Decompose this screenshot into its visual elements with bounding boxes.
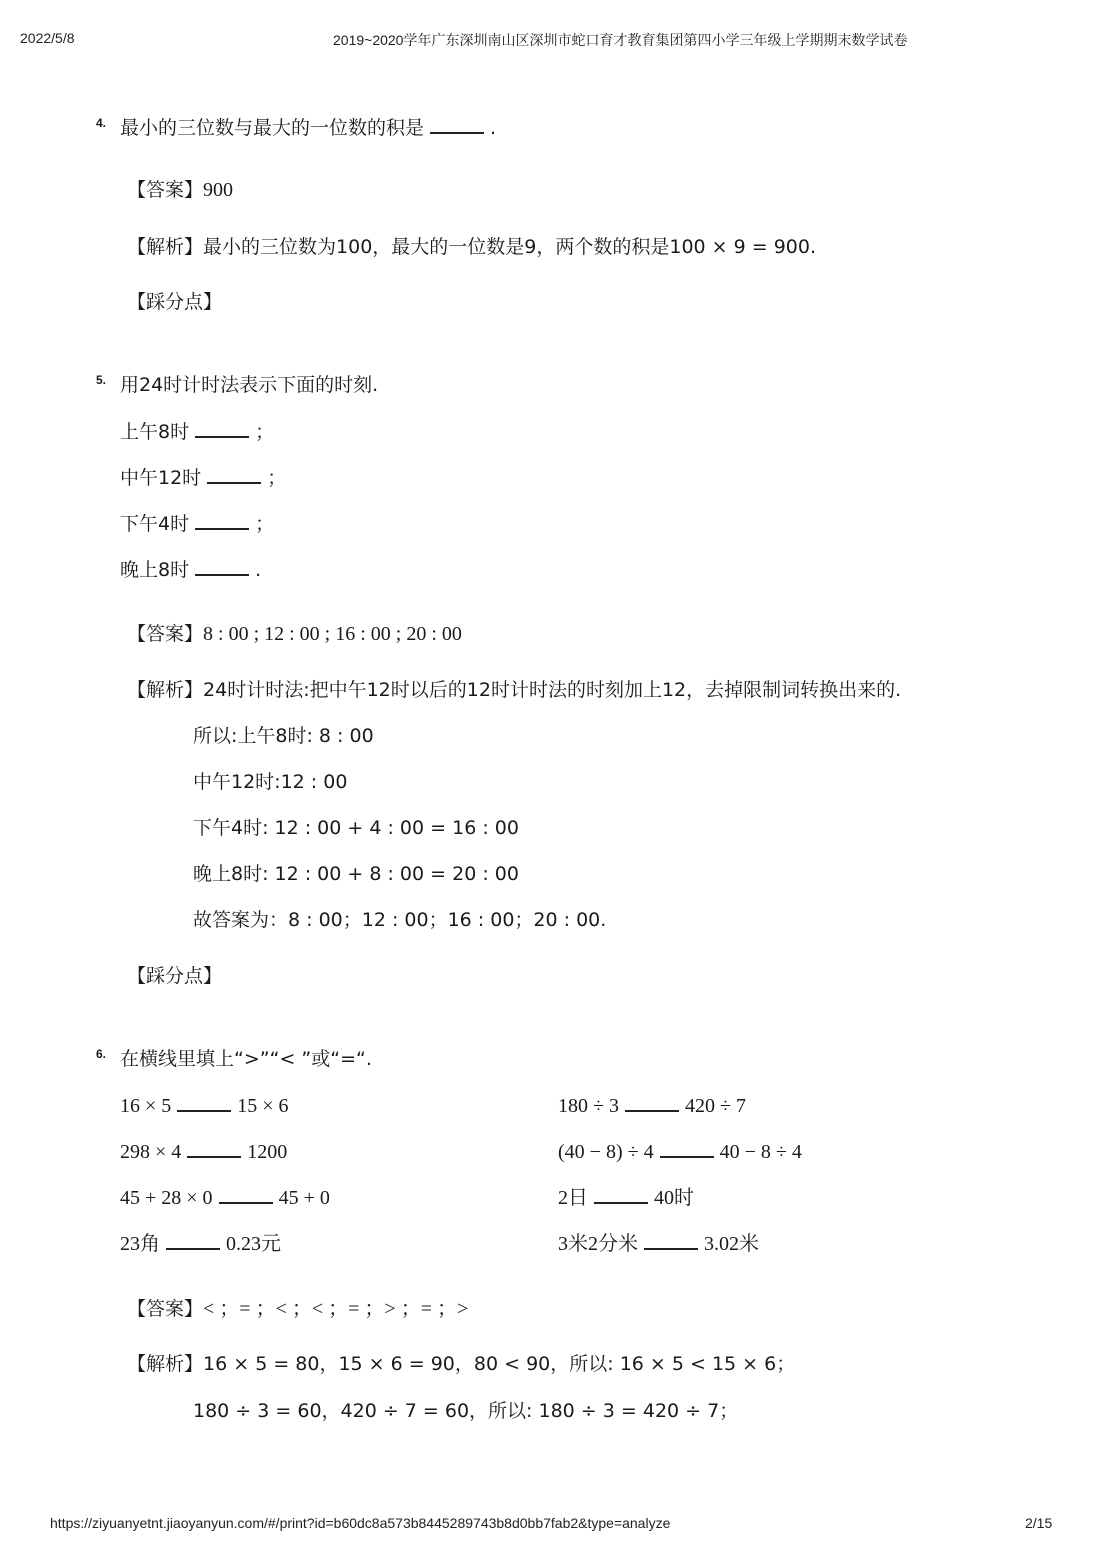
time-label: 下午4时 bbox=[120, 513, 190, 535]
expr-b: 40 − 8 ÷ 4 bbox=[719, 1141, 802, 1163]
answer-blank bbox=[594, 1186, 648, 1204]
time-end: ； bbox=[255, 513, 275, 535]
header-title: 2019~2020学年广东深圳南山区深圳市蛇口育才教育集团第四小学三年级上学期期末数学试卷 bbox=[333, 32, 908, 48]
time-item bbox=[120, 466, 286, 490]
stem-end: . bbox=[490, 117, 497, 139]
analysis-line: 中午12时:12 : 00 bbox=[193, 771, 348, 793]
analysis-label: 【解析】 bbox=[127, 1353, 204, 1375]
analysis-label: 【解析】 bbox=[127, 236, 204, 258]
answer-label: 【答案】 bbox=[127, 179, 204, 201]
question-stem: 用24时计时法表示下面的时刻. bbox=[120, 374, 379, 396]
compare-right bbox=[558, 1186, 694, 1210]
analysis-line: 所以:上午8时: 8 : 00 bbox=[193, 725, 374, 747]
answer-row bbox=[127, 1297, 468, 1321]
time-item bbox=[120, 512, 274, 536]
analysis-text: 24时计时法:把中午12时以后的12时计时法的时刻加上12，去掉限制词转换出来的. bbox=[203, 679, 902, 701]
expr-b: 45 + 0 bbox=[278, 1187, 330, 1209]
time-item bbox=[120, 420, 274, 444]
expr-b: 15 × 6 bbox=[237, 1095, 289, 1117]
time-end: ； bbox=[255, 421, 275, 443]
answer-row bbox=[127, 178, 233, 202]
expr-b: 1200 bbox=[247, 1141, 288, 1163]
answer-blank bbox=[430, 116, 484, 134]
analysis-label: 【解析】 bbox=[127, 679, 204, 701]
points-label: 【踩分点】 bbox=[127, 965, 223, 987]
analysis-line: 晚上8时: 12 : 00 + 8 : 00 = 20 : 00 bbox=[193, 863, 519, 885]
answer-value: 8 : 00 ; 12 : 00 ; 16 : 00 ; 20 : 00 bbox=[203, 623, 462, 645]
expr-b: 40时 bbox=[654, 1187, 694, 1209]
answer-label: 【答案】 bbox=[127, 1298, 204, 1320]
question-number: 5. bbox=[96, 373, 107, 387]
time-item bbox=[120, 558, 261, 582]
expr-a: 2日 bbox=[558, 1187, 588, 1209]
question-number: 4. bbox=[96, 116, 107, 130]
expr-a: 180 ÷ 3 bbox=[558, 1095, 619, 1117]
footer-page-number: 2/15 bbox=[1025, 1515, 1053, 1531]
expr-b: 420 ÷ 7 bbox=[684, 1095, 746, 1117]
answer-blank bbox=[207, 466, 261, 484]
expr-a: 16 × 5 bbox=[120, 1095, 172, 1117]
answer-blank bbox=[177, 1094, 231, 1112]
analysis-line: 180 ÷ 3 = 60，420 ÷ 7 = 60，所以: 180 ÷ 3 = 420 ÷ 7； bbox=[193, 1400, 739, 1422]
analysis-row bbox=[127, 678, 901, 702]
analysis-line: 下午4时: 12 : 00 + 4 : 00 = 16 : 00 bbox=[193, 817, 519, 839]
answer-row bbox=[127, 622, 462, 646]
answer-blank bbox=[195, 420, 249, 438]
answer-blank bbox=[660, 1140, 714, 1158]
expr-a: (40 − 8) ÷ 4 bbox=[558, 1141, 654, 1163]
compare-right bbox=[558, 1140, 802, 1164]
footer-url[interactable]: https://ziyuanyetnt.jiaoyanyun.com/#/print?id=b60dc8a573b8445289743b8d0bb7fab2&type=analyze bbox=[50, 1515, 671, 1531]
analysis-text: 16 × 5 = 80，15 × 6 = 90，80 < 90，所以: 16 × 5 < 15 × 6； bbox=[203, 1353, 796, 1375]
time-label: 上午8时 bbox=[120, 421, 190, 443]
compare-left bbox=[120, 1186, 330, 1210]
expr-a: 45 + 28 × 0 bbox=[120, 1187, 213, 1209]
answer-blank bbox=[195, 558, 249, 576]
time-end: . bbox=[255, 559, 262, 581]
question-number: 6. bbox=[96, 1047, 107, 1061]
header-date: 2022/5/8 bbox=[20, 30, 75, 46]
analysis-line: 故答案为：8 : 00；12 : 00；16 : 00；20 : 00. bbox=[193, 909, 607, 931]
question-stem bbox=[120, 116, 496, 140]
expr-a: 298 × 4 bbox=[120, 1141, 182, 1163]
answer-blank bbox=[219, 1186, 273, 1204]
answer-blank bbox=[187, 1140, 241, 1158]
analysis-row bbox=[127, 1352, 795, 1376]
answer-label: 【答案】 bbox=[127, 623, 204, 645]
question-stem: 在横线里填上“>”“< ”或“=“. bbox=[120, 1048, 372, 1070]
compare-right bbox=[558, 1094, 746, 1118]
expr-a: 3米2分米 bbox=[558, 1233, 638, 1255]
compare-left bbox=[120, 1232, 281, 1256]
answer-value: < ；= ；< ；< ；= ；> ；= ；> bbox=[203, 1298, 469, 1320]
expr-b: 0.23元 bbox=[226, 1233, 281, 1255]
time-label: 中午12时 bbox=[120, 467, 202, 489]
analysis-text: 最小的三位数为100，最大的一位数是9，两个数的积是100 × 9 = 900. bbox=[203, 236, 817, 258]
compare-left bbox=[120, 1094, 289, 1118]
stem-text: 最小的三位数与最大的一位数的积是 bbox=[120, 117, 425, 139]
time-label: 晚上8时 bbox=[120, 559, 190, 581]
analysis-row bbox=[127, 235, 816, 259]
answer-blank bbox=[166, 1232, 220, 1250]
answer-blank bbox=[625, 1094, 679, 1112]
expr-a: 23角 bbox=[120, 1233, 160, 1255]
compare-right bbox=[558, 1232, 759, 1256]
points-label: 【踩分点】 bbox=[127, 291, 223, 313]
answer-blank bbox=[195, 512, 249, 530]
time-end: ； bbox=[267, 467, 287, 489]
compare-left bbox=[120, 1140, 287, 1164]
expr-b: 3.02米 bbox=[704, 1233, 759, 1255]
answer-value: 900 bbox=[203, 179, 234, 201]
answer-blank bbox=[644, 1232, 698, 1250]
